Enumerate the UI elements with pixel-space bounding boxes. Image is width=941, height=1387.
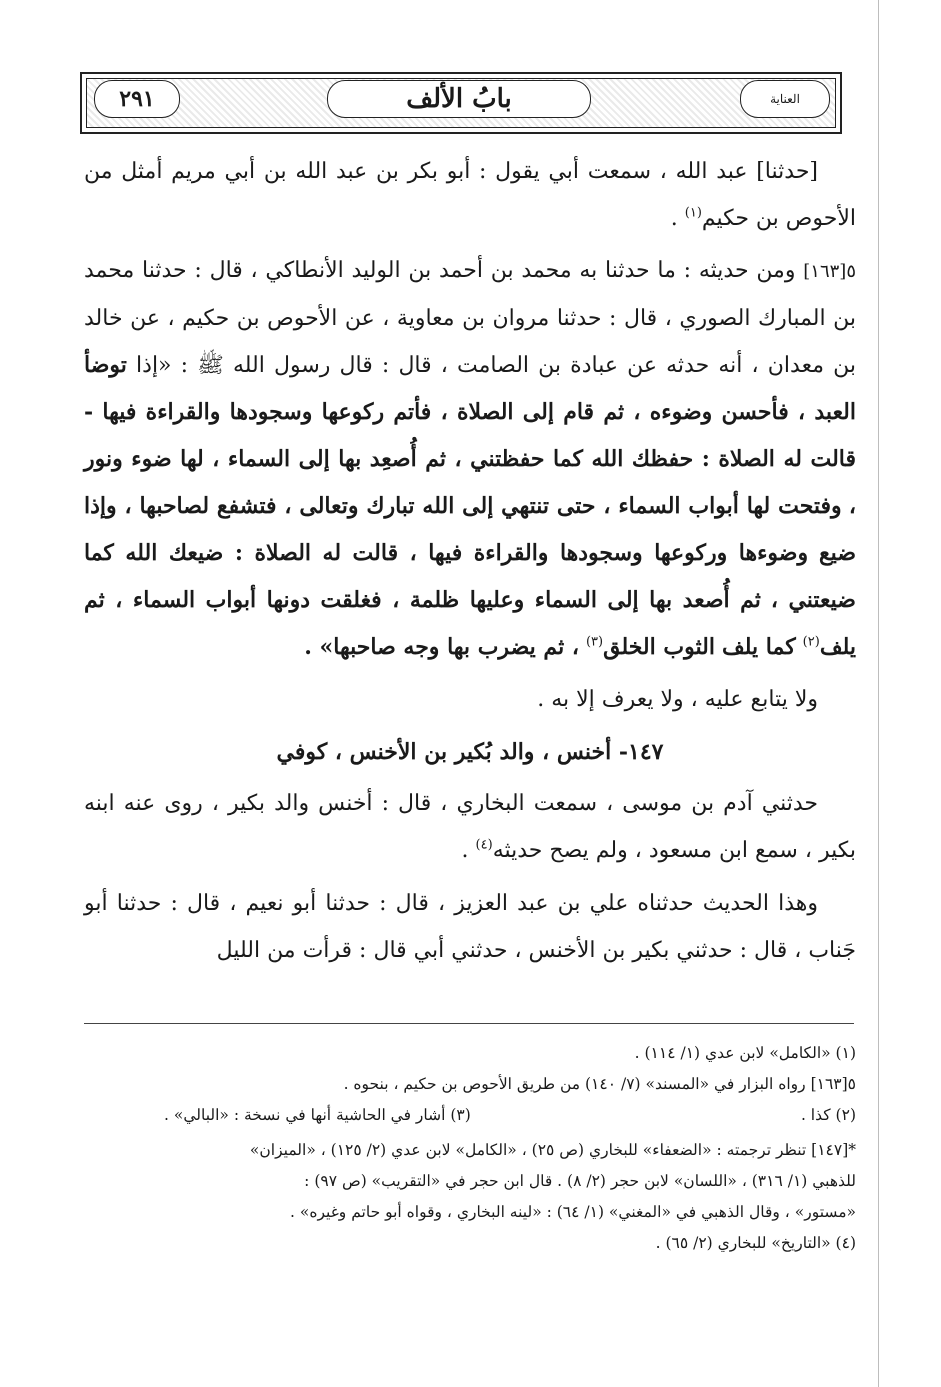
bio-paragraph <box>84 780 856 874</box>
hadith-text-line: ثم أُصعد بها إلى السماء وعليها ظلمة ، فغلقت دونها أبواب السماء ، ثم يلف <box>84 587 856 660</box>
footnote-4: (٤) «التاريخ» للبخاري (٢/ ٦٥) . <box>655 1234 856 1252</box>
footnote-1: (١) «الكامل» لابن عدي (١/ ١١٤) . <box>634 1044 856 1062</box>
text-line: بكير ، سمع ابن مسعود ، ولم يصح حديثه <box>492 838 856 863</box>
hadith-text-line: الثوب الخلق <box>603 634 715 660</box>
second-hadith-paragraph <box>84 880 856 974</box>
page-edge-line <box>878 0 879 1387</box>
main-text <box>84 148 856 974</box>
footnotes <box>84 1038 856 1259</box>
hadith-text-line: وفتحت لها أبواب السماء ، حتى تنتهي إلى الله تبارك وتعالى ، فتشفع لصاحبها ، وإذا ضيع <box>84 493 856 566</box>
text-line: وهذا الحديث حدثناه علي بن عبد العزيز ، قال : حدثنا أبو نعيم ، قال : حدثنا <box>116 891 818 916</box>
hadith-number: ٥[١٦٣] <box>803 261 856 282</box>
footnote-line: «مستور» ، وقال الذهبي في «المغني» (١/ ٦٤) : «لينه البخاري ، وقواه أبو حاتم وغيره» . <box>290 1203 856 1221</box>
text-line: الأحوص بن حكيم <box>701 206 856 231</box>
footnote-ref: (٤) <box>475 837 493 853</box>
page-number: ٢٩١ <box>119 86 155 112</box>
footnote-row <box>84 1100 856 1131</box>
footnote-147 <box>84 1135 856 1228</box>
chapter-title: بابُ الألف <box>406 84 512 114</box>
footnote-2: (٢) كذا . <box>800 1106 856 1124</box>
text-line: . <box>461 838 469 863</box>
footnote-separator <box>84 1023 854 1024</box>
footnote-line: *[١٤٧] تنظر ترجمته : «الضعفاء» للبخاري (ص ٢٥) ، «الكامل» لابن عدي (٢/ ١٢٥) ، «الميزان» <box>249 1141 856 1159</box>
page-number-cartouche <box>94 80 180 118</box>
running-header <box>80 72 842 134</box>
hadith-text-line: ، ثم يضرب بها وجه صاحبها» . <box>304 634 579 660</box>
brand-logo-text: العناية <box>770 92 800 106</box>
hadith-text-line: وضوءها وركوعها وسجودها والقراءة فيها ، قالت له الصلاة : ضيعك الله كما ضيعتني ، <box>84 540 856 613</box>
footnote-ref: (١) <box>684 205 702 221</box>
hadith-text-line: قالت له الصلاة : حفظك الله كما حفظتني ، ثم أُصعِد بها إلى السماء ، لها ضوء ونور ، <box>84 446 856 519</box>
text-line: عن خالد بن معدان ، أنه حدثه عن عبادة بن الصامت ، قال : قال رسول الله ﷺ : «إذا <box>84 306 857 378</box>
footnote-ref: (٢) <box>802 634 820 650</box>
text-line: . <box>670 206 678 231</box>
brand-cartouche <box>740 80 830 118</box>
footnote-3: (٣) أشار في الحاشية أنها في نسخة : «البالي» . <box>164 1106 471 1124</box>
footnote-ref: (٣) <box>585 634 604 650</box>
remark-paragraph: ولا يتابع عليه ، ولا يعرف إلا به . <box>537 687 818 712</box>
text-line: ومن حديثه : ما حدثنا به محمد بن أحمد بن الوليد الأنطاكي ، قال : حدثنا <box>142 258 796 283</box>
text-line: [حدثنا] عبد الله ، سمعت أبي يقول : أبو بكر بن عبد الله بن أبي مريم أمثل من <box>84 159 818 184</box>
entry-heading: ١٤٧- أخنس ، والد بُكير بن الأخنس ، كوفي <box>276 739 664 765</box>
footnote-163: ٥[١٦٣] رواه البزار في «المسند» (٧/ ١٤٠) من طريق الأحوص بن حكيم ، بنحوه . <box>343 1075 856 1093</box>
chapter-title-cartouche <box>327 80 591 118</box>
footnote-line: للذهبي (١/ ٣١٦) ، «اللسان» لابن حجر (٢/ ٨) . قال ابن حجر في «التقريب» (ص ٩٧) : <box>304 1172 856 1190</box>
text-line: حدثني آدم بن موسى ، سمعت البخاري ، قال : أخنس والد بكير ، روى عنه ابنه <box>84 791 818 816</box>
hadith-text-line: كما يلف <box>721 634 796 660</box>
text-line: محمد بن المبارك الصوري ، قال : حدثنا مروان بن معاوية ، عن الأحوص بن حكيم ، <box>84 258 857 331</box>
text-line: أبو جَناب ، قال : حدثني بكير بن الأخنس ، حدثني أبي قال : قرأت من الليل <box>84 891 856 963</box>
hadith-paragraph <box>84 247 856 671</box>
continued-paragraph <box>84 148 856 242</box>
hadith-text-line: توضأ العبد ، فأحسن وضوءه ، ثم قام إلى الصلاة ، فأتم ركوعها وسجودها والقراءة فيها - <box>84 352 856 425</box>
